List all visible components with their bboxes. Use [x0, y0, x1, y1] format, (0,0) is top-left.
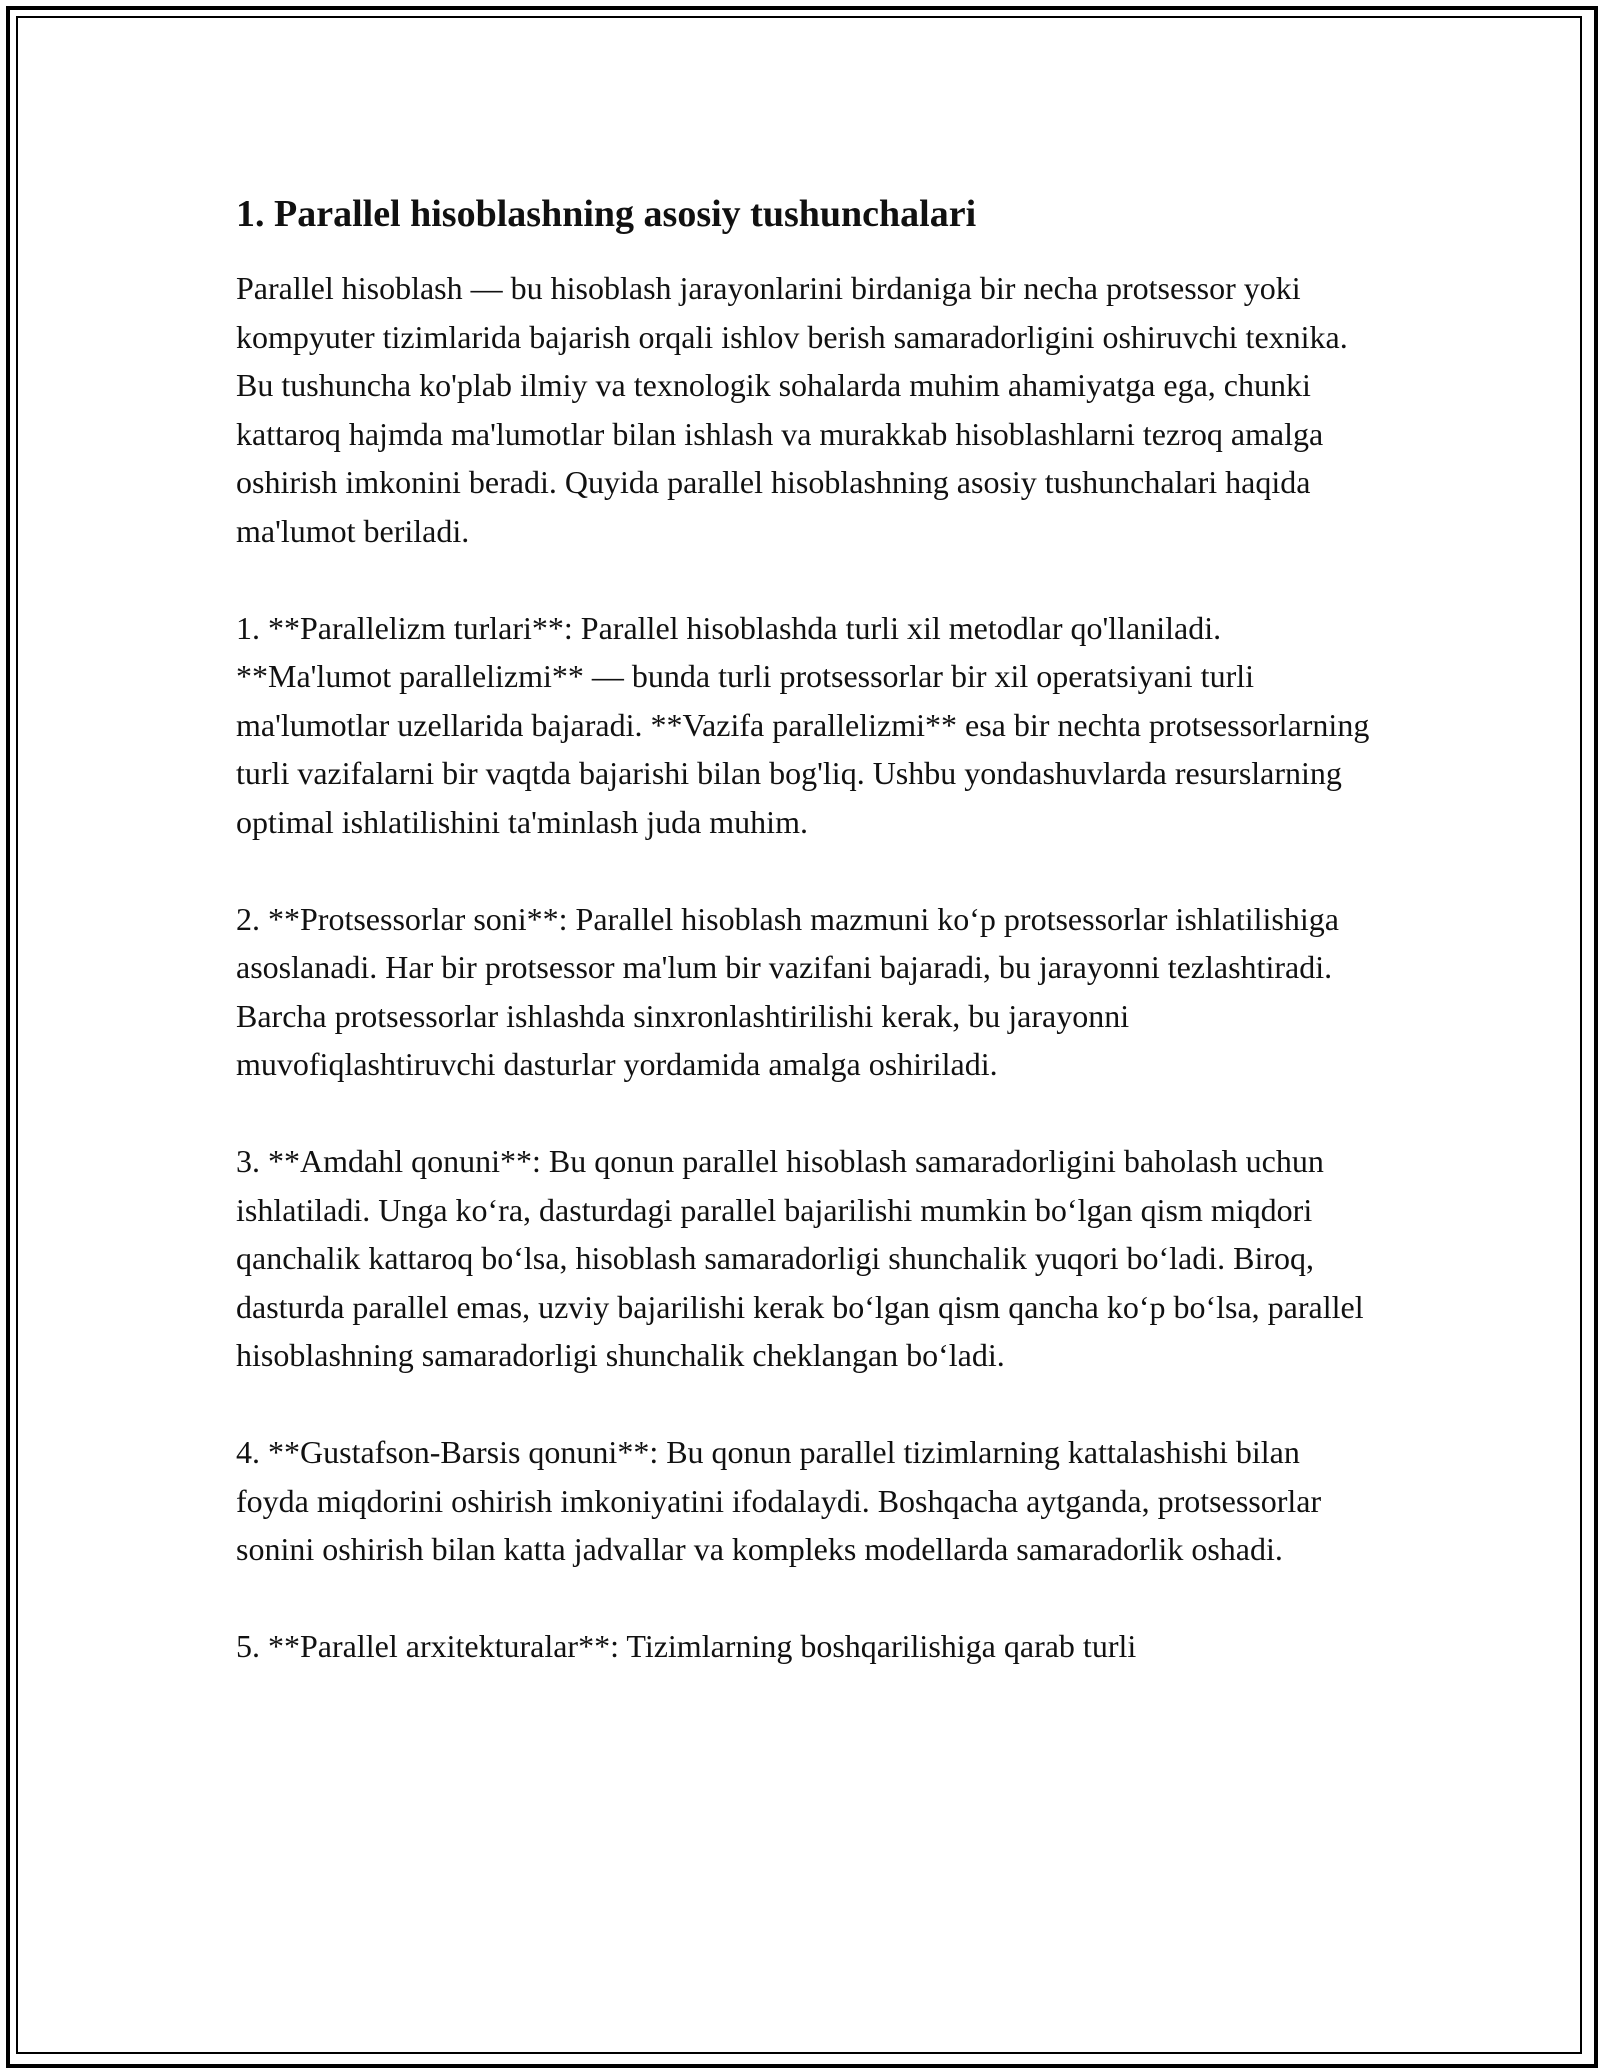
- paragraph-gustafson-law: 4. **Gustafson-Barsis qonuni**: Bu qonun parallel tizimlarning kattalashishi bilan foyda miqdorini oshirish imkoniyatini ifodalaydi. Boshqacha aytganda, protsessorlar sonini oshirish bilan katta jadvallar va kompleks modellarda samaradorlik oshadi.: [236, 1434, 1322, 1567]
- document-title: 1. Parallel hisoblashning asosiy tushunchalari: [236, 193, 977, 235]
- intro-paragraph: Parallel hisoblash — bu hisoblash jarayonlarini birdaniga bir necha protsessor yoki kompyuter tizimlarida bajarish orqali ishlov berish samaradorligini oshiruvchi texnika. Bu tushuncha ko'plab ilmiy va texnologik sohalarda muhim ahamiyatga ega, chunki kattaroq hajmda ma'lumotlar bilan ishlash va murakkab hisoblashlarni tezroq amalga oshirish imkonini beradi. Quyida parallel hisoblashning asosiy tushunchalari haqida ma'lumot beriladi.: [236, 270, 1348, 549]
- paragraph-amdahl-law: 3. **Amdahl qonuni**: Bu qonun parallel hisoblash samaradorligini baholash uchun ishlatiladi. Unga koʻra, dasturdagi parallel bajarilishi mumkin boʻlgan qism miqdori qanchalik kattaroq boʻlsa, hisoblash samaradorligi shunchalik yuqori boʻladi. Biroq, dasturda parallel emas, uzviy bajarilishi kerak boʻlgan qism qancha koʻp boʻlsa, parallel hisoblashning samaradorligi shunchalik cheklangan boʻladi.: [236, 1143, 1364, 1373]
- document-body: [236, 190, 1376, 1671]
- paragraph-parallelism-types: 1. **Parallelizm turlari**: Parallel hisoblashda turli xil metodlar qo'llaniladi. **Ma'lumot parallelizmi** — bunda turli protsessorlar bir xil operatsiyani turli ma'lumotlar uzellarida bajaradi. **Vazifa parallelizmi** esa bir nechta protsessorlarning turli vazifalarni bir vaqtda bajarishi bilan bog'liq. Ushbu yondashuvlarda resurslarning optimal ishlatilishini ta'minlash juda muhim.: [236, 609, 1370, 840]
- paragraph-processor-count: 2. **Protsessorlar soni**: Parallel hisoblash mazmuni koʻp protsessorlar ishlatilishiga asoslanadi. Har bir protsessor ma'lum bir vazifani bajaradi, bu jarayonni tezlashtiradi. Barcha protsessorlar ishlashda sinxronlashtirilishi kerak, bu jarayonni muvofiqlashtiruvchi dasturlar yordamida amalga oshiriladi.: [236, 900, 1339, 1082]
- paragraph-parallel-architectures: 5. **Parallel arxitekturalar**: Tizimlarning boshqarilishiga qarab turli: [236, 1628, 1137, 1664]
